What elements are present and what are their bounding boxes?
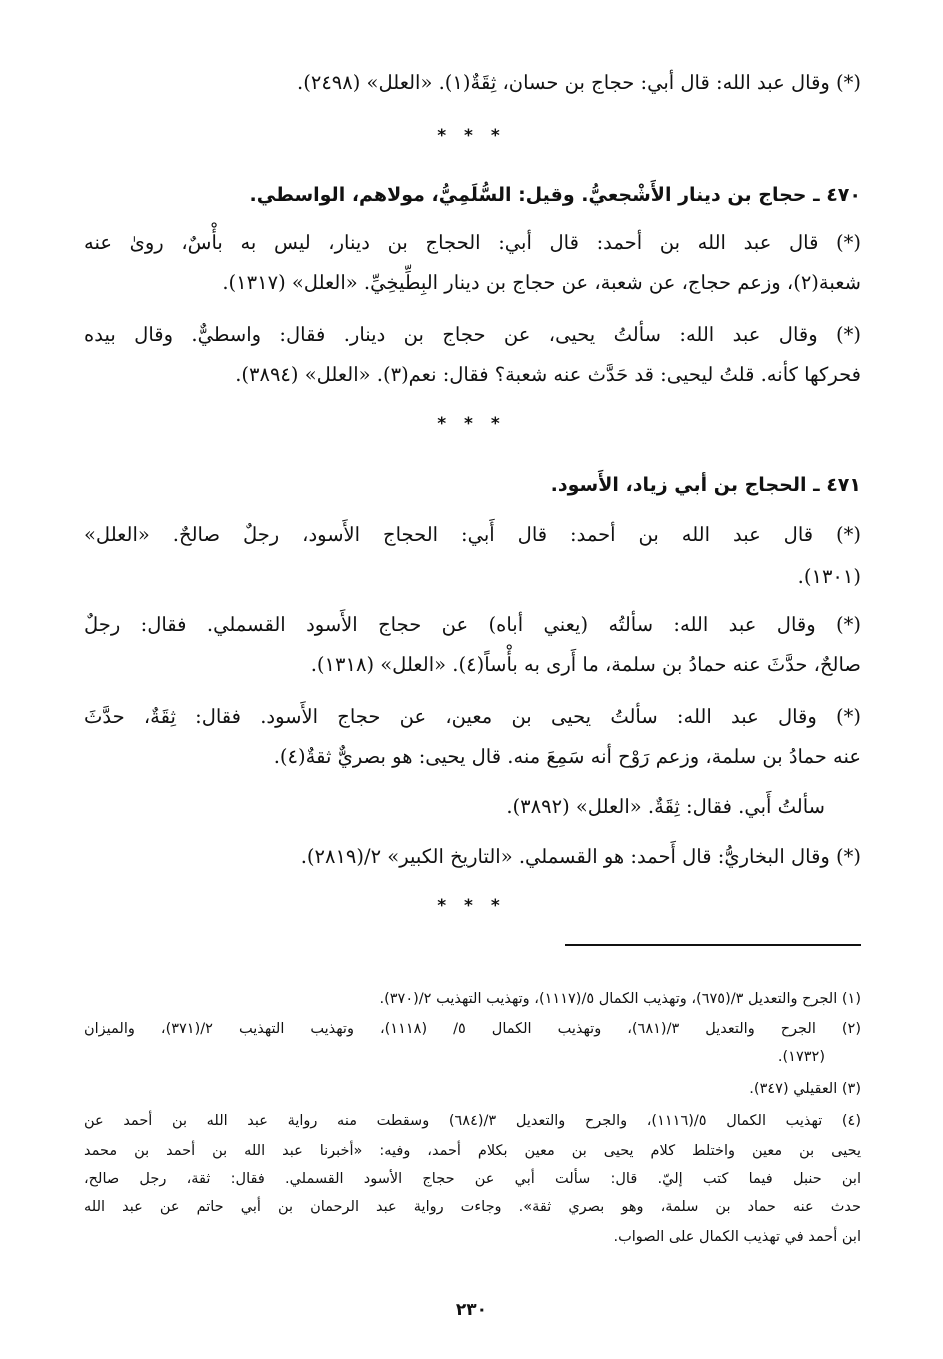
text-line-10: (*) وقال عبد الله: سألتُه (يعني أباه) عن حجاج الأَسود القسملي. فقال: رجلٌ [84, 613, 861, 636]
text-line-11: صالحٌ، حدَّثَ عنه حمادُ بن سلمة، ما أَرى به بأْساً(٤). «العلل» (١٣١٨). [310, 653, 861, 676]
footnote-4: (٤) تهذيب الكمال ٥/(١١١٦)، والجرح والتعديل ٣/(٦٨٤) وسقطت منه رواية عبد الله بن أحمد عن [84, 1113, 861, 1129]
footnote-divider [565, 944, 861, 946]
footnote-4-line-4: حدث عنه حماد بن سلمة، وهو بصري ثقة». وجاءت رواية عبد الرحمان بن أبي حاتم عن عبد الله [84, 1199, 861, 1215]
text-line-9: (١٣٠١). [797, 565, 861, 588]
entry-heading-470: ٤٧٠ ـ حجاج بن دينار الأَشْجعيُّ. وقيل: السُّلَمِيُّ، مولاهم، الواسطي. [249, 184, 861, 206]
entry-heading-471: ٤٧١ ـ الحجاج بن أبي زياد، الأَسود. [550, 474, 861, 496]
text-line-12: (*) وقال عبد الله: سألتُ يحيى بن معين، عن حجاج الأَسود. فقال: ثِقَةٌ، حدَّثَ [84, 705, 861, 728]
footnote-2-cont: (١٧٣٢). [777, 1049, 825, 1065]
text-line-8: (*) قال عبد الله بن أحمد: قال أَبي: الحجاج الأَسود، رجلٌ صالحٌ. «العلل» [84, 523, 861, 546]
text-line-6: فحركها كأنه. قلتُ ليحيى: قد حَدَّث عنه شعبة؟ فقال: نعم(٣). «العلل» (٣٨٩٤). [235, 363, 861, 386]
text-line-3: (*) قال عبد الله بن أحمد: قال أبي: الحجاج بن دينار، ليس به بأْسٌ، روىٰ عنه [84, 231, 861, 254]
footnote-4-line-2: يحيى بن معين واختلط كلام يحيى بن معين بكلام أحمد، وفيه: «أخبرنا عبد الله بن أحمد بن محمد [84, 1143, 861, 1159]
footnote-4-line-5: ابن أحمد في تهذيب الكمال على الصواب. [613, 1229, 861, 1245]
footnote-3: (٣) العقيلي (٣٤٧). [749, 1081, 861, 1097]
text-line-13: عنه حمادُ بن سلمة، وزعم رَوْح أنه سَمِعَ منه. قال يحيى: هو بصريٌّ ثقةٌ(٤). [273, 745, 861, 768]
text-line-4: شعبة(٢)، وزعم حجاج، عن شعبة، عن حجاج بن دينار البِطِّيخِيِّ. «العلل» (١٣١٧). [222, 271, 861, 294]
section-separator-3: * * * [437, 896, 506, 916]
footnote-2: (٢) الجرح والتعديل ٣/(٦٨١)، وتهذيب الكمال ٥/ (١١١٨)، وتهذيب التهذيب ٢/(٣٧١)، والميزان [84, 1021, 861, 1037]
section-separator-1: * * * [437, 126, 506, 146]
page-number: ٢٣٠ [455, 1300, 488, 1320]
footnote-4-line-3: ابن حنبل فيما كتب إليّ. قال: سألت أبي عن حجاج الأسود القسملي. فقال: ثقة، رجل صالح، [84, 1171, 861, 1187]
text-line-1: (*) وقال عبد الله: قال أبي: حجاج بن حسان، ثِقَةٌ(١). «العلل» (٢٤٩٨). [297, 71, 861, 94]
text-line-15: (*) وقال البخاريُّ: قال أَحمد: هو القسملي. «التاريخ الكبير» ٢/(٢٨١٩). [300, 845, 861, 868]
text-line-14: سألتُ أَبي. فقال: ثِقَةٌ. «العلل» (٣٨٩٢). [506, 795, 825, 818]
section-separator-2: * * * [437, 414, 506, 434]
text-line-5: (*) وقال عبد الله: سألتُ يحيى، عن حجاج بن دينار. فقال: واسطيٌّ. وقال بيده [84, 323, 861, 346]
footnote-1: (١) الجرح والتعديل ٣/(٦٧٥)، وتهذيب الكمال ٥/(١١١٧)، وتهذيب التهذيب ٢/(٣٧٠). [379, 991, 861, 1007]
